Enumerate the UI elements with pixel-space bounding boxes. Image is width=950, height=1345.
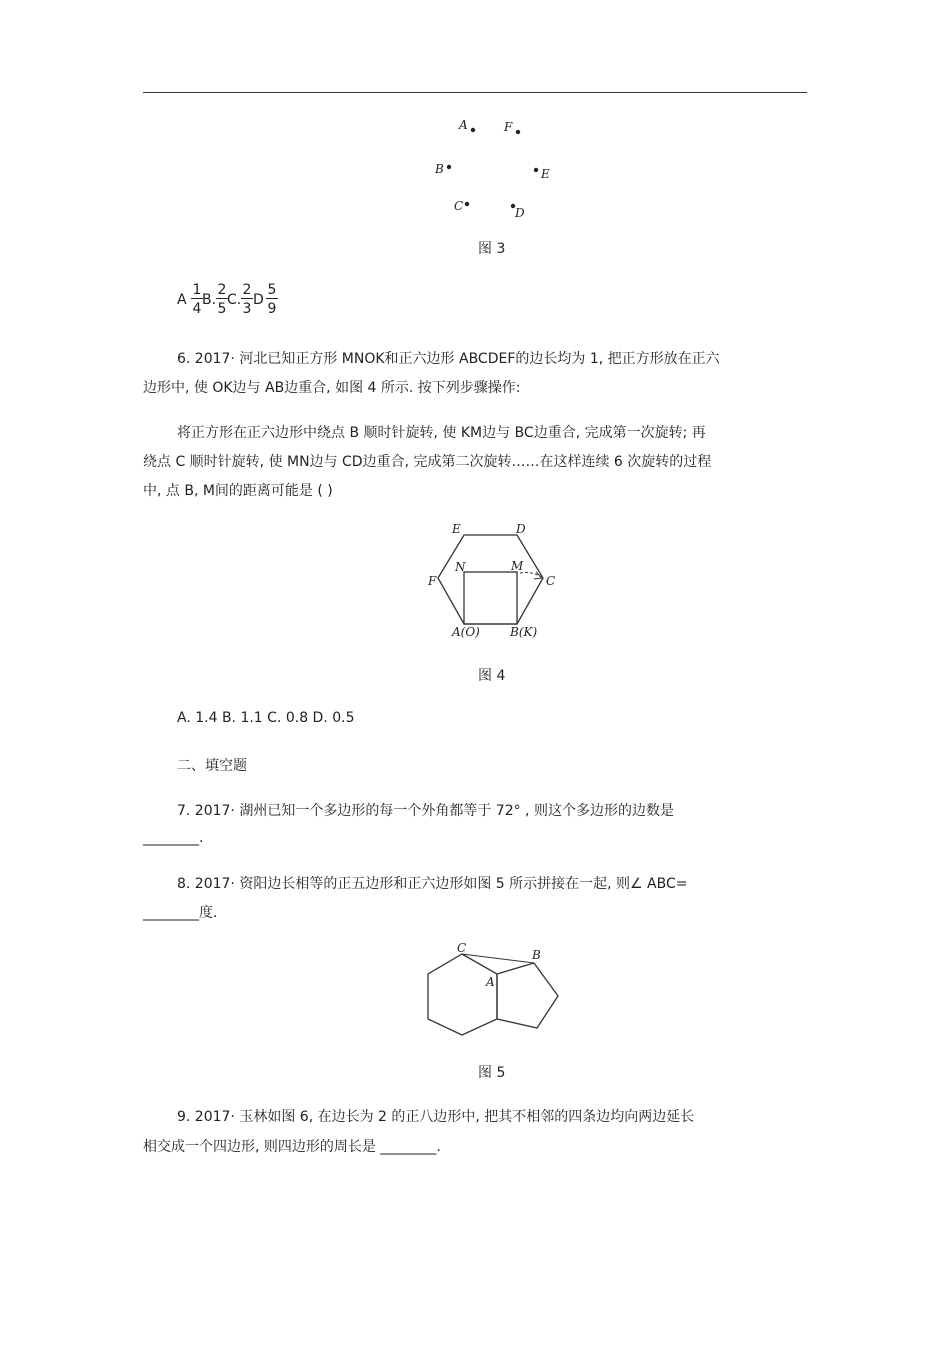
point-label-c: C [454,199,464,213]
figure-5-caption: 图 5 [478,1065,506,1081]
q9-line-1: 9. 2017· 玉林如图 6, 在边长为 2 的正八边形中, 把其不相邻的四条边均向两边延长 [177,1109,695,1125]
square-label-n: N [455,560,466,574]
point-label-b: B [435,162,444,176]
regular-hexagon [428,954,497,1035]
choice-a-letter: A [177,292,187,308]
q6-line-2: 边形中, 使 OK边与 AB边重合, 如图 4 所示. 按下列步骤操作: [143,380,521,396]
q7-line-2: ________. [143,830,204,846]
regular-pentagon [497,963,558,1028]
figure-3-points [420,110,560,225]
point-label-e: E [541,167,550,181]
q8-line-1: 8. 2017· 资阳边长相等的正五边形和正六边形如图 5 所示拼接在一起, 则∠ ABC= [177,876,688,892]
q6-line-1: 6. 2017· 河北已知正方形 MNOK和正六边形 ABCDEF的边长均为 1, 把正方形放在正六 [177,351,720,367]
q6-line-3: 将正方形在正六边形中绕点 B 顺时针旋转, 使 KM边与 BC边重合, 完成第一次旋转; 再 [177,425,706,441]
figure-4-hexagon-square [420,515,565,645]
hex-label-e: E [452,522,461,536]
choice-c-numerator: 2 [242,282,252,298]
point-label-d: D [515,206,525,220]
point-label-f: F [504,120,513,134]
figure-5-hexagon-pentagon [420,940,565,1040]
q6-line-4: 绕点 C 顺时针旋转, 使 MN边与 CD边重合, 完成第二次旋转……在这样连续 6 次旋转的过程 [143,454,712,470]
point-c [465,202,469,206]
q9-line-2: 相交成一个四边形, 则四边形的周长是 ________. [143,1139,441,1155]
hex-label-f: F [428,574,437,588]
square-label-m: M [511,559,524,573]
point-b [447,165,451,169]
point-f [516,130,520,134]
header-rule [143,92,807,93]
point-e [534,168,538,172]
choice-c-letter: C. [227,292,242,308]
choice-a-numerator: 1 [192,282,202,298]
q6-line-5: 中, 点 B, M间的距离可能是 ( ) [143,483,333,499]
figure-4-caption: 图 4 [478,668,506,684]
point-a [471,128,475,132]
hex-label-d: D [516,522,526,536]
hex-label-c: C [546,574,556,588]
point-label-a: A [459,118,468,132]
choice-b-denominator: 5 [217,301,227,317]
choice-d-fraction-bar [266,298,278,299]
fig5-label-a: A [486,975,495,989]
hexagon-abcdef [438,535,543,624]
fig5-label-c: C [457,941,467,955]
fig5-label-b: B [532,948,541,962]
section-heading-fill-in: 二、填空题 [177,758,247,774]
q8-line-2: ________度. [143,905,218,921]
hex-label-a-o: A(O) [452,625,480,639]
choice-a-denominator: 4 [192,301,202,317]
choice-b-letter: B. [202,292,217,308]
segment-cb [462,954,534,963]
square-mnok [464,572,517,624]
choice-d-letter: D [253,292,264,308]
choice-b-numerator: 2 [217,282,227,298]
choice-d-numerator: 5 [267,282,277,298]
q7-line-1: 7. 2017· 湖州已知一个多边形的每一个外角都等于 72° , 则这个多边形的边数是 [177,803,674,819]
hex-label-b-k: B(K) [510,625,538,639]
q6-options: A. 1.4 B. 1.1 C. 0.8 D. 0.5 [177,710,355,726]
figure-3-caption: 图 3 [478,241,506,257]
choice-c-denominator: 3 [242,301,252,317]
choice-d-denominator: 9 [267,301,277,317]
choice-c-fraction-bar [241,298,253,299]
